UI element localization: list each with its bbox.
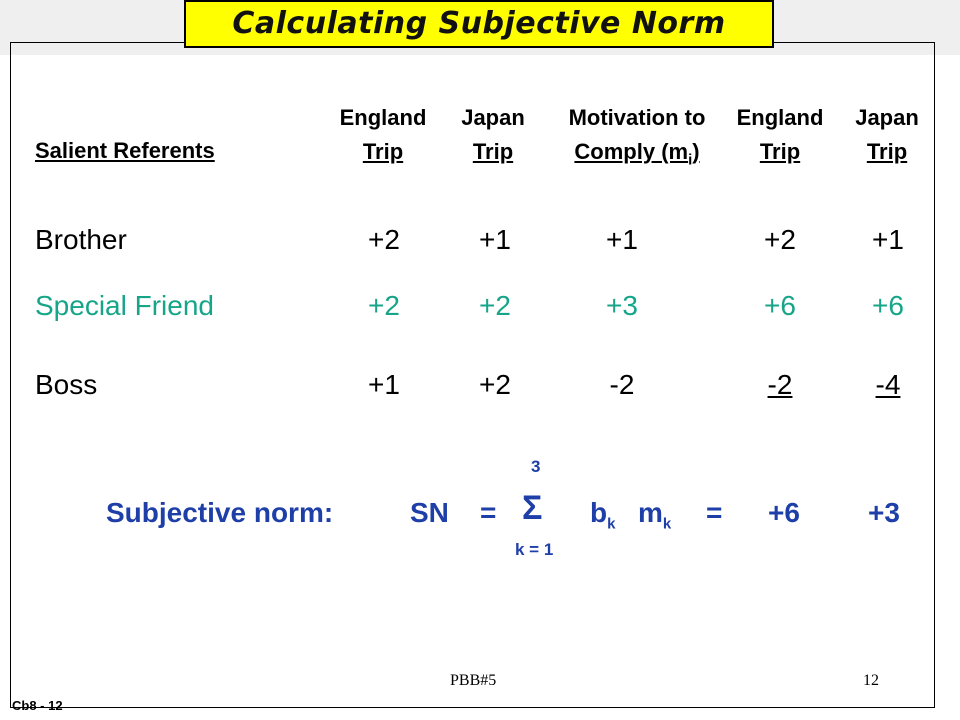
b-k-term: $b_k$: [590, 497, 616, 533]
value-brother-japan: +1: [479, 224, 511, 255]
value-friend-england-product: +6: [764, 290, 796, 321]
value-boss-england: +1: [368, 369, 400, 400]
header-japan-trip-2: Japan Trip: [855, 105, 919, 164]
value-friend-japan-product: +6: [872, 290, 904, 321]
value-brother-japan-product: +1: [872, 224, 904, 255]
value-friend-motivation: +3: [606, 290, 638, 321]
value-boss-motivation: -2: [609, 369, 635, 400]
result-japan: +3: [868, 497, 900, 528]
value-friend-england: +2: [368, 290, 400, 321]
corner-label: Cb8 - 12: [12, 698, 63, 713]
header-japan-trip-1: Japan Trip: [461, 105, 525, 164]
sigma-symbol: Σ: [522, 489, 543, 527]
slide-title: Calculating Subjective Norm: [184, 0, 774, 48]
header-england-trip-1: England Trip: [339, 105, 427, 164]
value-brother-england: +2: [368, 224, 400, 255]
value-brother-england-product: +2: [764, 224, 796, 255]
referent-boss: Boss: [35, 369, 98, 400]
value-boss-japan: +2: [479, 369, 511, 400]
referent-special-friend: Special Friend: [35, 290, 214, 321]
header-england-trip-2: England Trip: [736, 105, 824, 164]
equals-sign-2: =: [706, 497, 723, 528]
equals-sign-1: =: [480, 497, 497, 528]
header-motivation-to-comply: Motivation to Comply $(m_i)$: [568, 105, 706, 169]
result-england: +6: [768, 497, 800, 528]
subjective-norm-label: Subjective norm:: [106, 497, 334, 528]
m-k-term: $m_k$: [638, 497, 672, 533]
value-friend-japan: +2: [479, 290, 511, 321]
value-boss-england-product: -2: [767, 369, 793, 400]
header-salient-referents: Salient Referents: [35, 138, 215, 163]
sum-lower-limit: k = 1: [515, 540, 554, 559]
sum-upper-limit: 3: [531, 457, 541, 476]
page-number: 12: [863, 672, 879, 689]
referent-brother: Brother: [35, 224, 127, 255]
footer-label: PBB#5: [450, 672, 497, 689]
value-boss-japan-product: -4: [875, 369, 901, 400]
sn-symbol: SN: [410, 497, 449, 528]
value-brother-motivation: +1: [606, 224, 638, 255]
